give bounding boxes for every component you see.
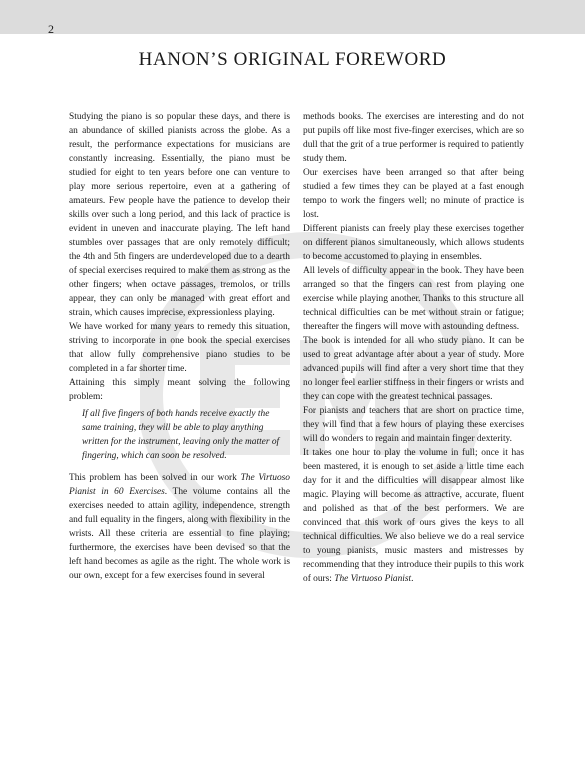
paragraph <box>69 471 290 583</box>
paragraph: Attaining this simply meant solving the following problem: <box>69 378 290 402</box>
page-number: 2 <box>48 22 54 36</box>
paragraph: For pianists and teachers that are short on practice time, they will find that a few hours of playing these exercises will do wonders to regain and maintain finger dexterity. <box>303 406 524 444</box>
paragraph <box>303 446 524 586</box>
book-title: The Virtuoso Pianist <box>334 574 412 584</box>
paragraph-text: . <box>411 574 414 584</box>
paragraph-text: This problem has been solved in our work <box>69 473 241 483</box>
paragraph: methods books. The exercises are interesting and do not put pupils off like most five-finger exercises, which are so dull that the grit of a true performer is required to patiently study them. <box>303 112 524 164</box>
header-bar <box>0 0 585 34</box>
paragraph: Different pianists can freely play these exercises together on different pianos simultaneously, which allows students to become accustomed to playing in ensembles. <box>303 224 524 262</box>
paragraph-text: It takes one hour to play the volume in full; once it has been mastered, it is enough to set aside a little time each day for it and the difficulties will disappear almost like magic. Playing will become as attractive, accurate, fluent and polished as that of the best performers. We are convinced that this work of ours gives the keys to all technical difficulties. We also believe we do a real service to young pianists, music masters and mistresses by recommending that they introduce their pupils to this work of ours: <box>303 448 524 584</box>
paragraph: The book is intended for all who study piano. It can be used to great advantage after about a year of study. More advanced pupils will find after a very short time that they no longer feel earlier stiffness in their fingers or wrists and they can cope with the greatest technical passages. <box>303 336 524 402</box>
right-column <box>303 110 524 586</box>
page-title: HANON’S ORIGINAL FOREWORD <box>138 49 447 70</box>
paragraph: Studying the piano is so popular these days, and there is an abundance of skilled pianists across the globe. As a result, the performance expectations for musicians are constantly increasing. Essentially, the piano must be studied for eight to ten years before one can venture to play more serious repertoire, even at a gathering of amateurs. Few people have the patience to develop their skills over such a long period, and this lack of practice is evident in uneven and inaccurate playing. The left hand stumbles over passages that are only remotely difficult; the 4th and 5th fingers are underdeveloped due to a dearth of special exercises required to make them as strong as the other fingers; when octave passages, tremolos, or trills appear, they can only be managed with great effort and strain, which causes imprecise, expressionless playing. <box>69 112 290 318</box>
book-title: The Virtuoso Pianist in 60 Exercises <box>69 473 290 497</box>
paragraph-text: . The volume contains all the exercises needed to attain agility, independence, strength and full equality in the fingers, along with flexibility in the wrists. All these criteria are essential to fine playing; furthermore, the exercises have been devised so that the left hand becomes as agile as the right. The whole work is our own, except for a few exercises found in several <box>69 487 290 581</box>
block-quote: If all five fingers of both hands receive exactly the same training, they will be able to play anything written for the instrument, leaving only the matter of fingering, which can soon be resolved. <box>82 409 280 461</box>
paragraph: We have worked for many years to remedy this situation, striving to incorporate in one book the special exercises that allow fully comprehensive piano studies to be completed in a far shorter time. <box>69 322 290 374</box>
paragraph: Our exercises have been arranged so that after being studied a few times they can be played at a fast enough tempo to work the fingers well; no minute of practice is lost. <box>303 168 524 220</box>
left-column <box>69 110 290 583</box>
paragraph: All levels of difficulty appear in the book. They have been arranged so that the fingers can rest from playing one exercise while playing another. Thanks to this structure all technical difficulties can be met without strain or fatigue; thereafter the fingers will move with astounding deftness. <box>303 266 524 332</box>
